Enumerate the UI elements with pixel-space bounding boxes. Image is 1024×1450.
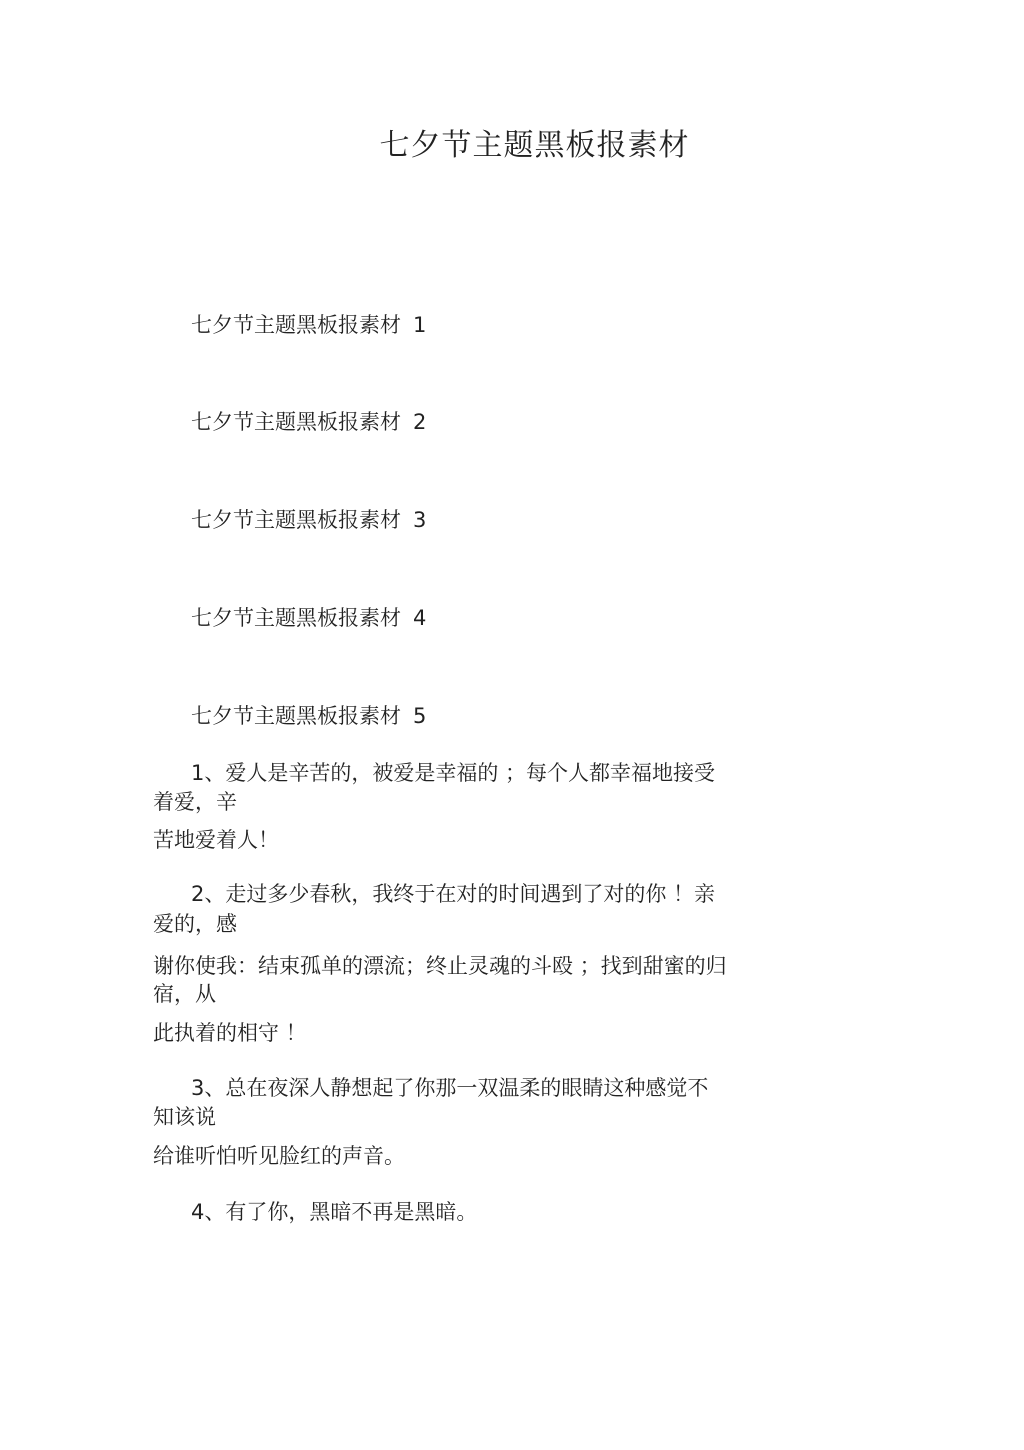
body-line: 3、总在夜深人静想起了你那一双温柔的眼睛这种感觉不 <box>191 1076 709 1100</box>
toc-item <box>191 506 426 534</box>
toc-item-text: 七夕节主题黑板报素材 <box>191 606 401 630</box>
toc-item <box>191 604 426 632</box>
body-line: 谢你使我：结束孤单的漂流；终止灵魂的斗殴 ；找到甜蜜的归 <box>153 954 727 978</box>
toc-item <box>191 311 426 339</box>
document-title: 七夕节主题黑板报素材 <box>379 128 690 163</box>
body-line: 1、爱人是辛苦的，被爱是幸福的 ；每个人都幸福地接受 <box>191 761 716 785</box>
toc-item-number: 5 <box>413 704 427 728</box>
toc-item-number: 3 <box>413 508 427 532</box>
body-line: 着爱，辛 <box>153 790 237 814</box>
toc-item <box>191 408 426 436</box>
body-line: 给谁听怕听见脸红的声音。 <box>153 1144 405 1168</box>
toc-item-number: 4 <box>413 606 427 630</box>
toc-item-text: 七夕节主题黑板报素材 <box>191 704 401 728</box>
body-line: 此执着的相守 ！ <box>153 1021 307 1045</box>
body-line: 4、有了你，黑暗不再是黑暗。 <box>191 1200 478 1224</box>
toc-item-number: 1 <box>413 313 427 337</box>
body-line: 知该说 <box>153 1105 216 1129</box>
toc-item <box>191 702 426 730</box>
toc-item-text: 七夕节主题黑板报素材 <box>191 313 401 337</box>
body-line: 苦地爱着人！ <box>153 828 279 852</box>
toc-item-text: 七夕节主题黑板报素材 <box>191 410 401 434</box>
body-line: 宿，从 <box>153 982 216 1006</box>
body-line: 2、走过多少春秋，我终于在对的时间遇到了对的你 ！亲 <box>191 882 716 906</box>
body-line: 爱的，感 <box>153 912 237 936</box>
toc-item-number: 2 <box>413 410 427 434</box>
toc-item-text: 七夕节主题黑板报素材 <box>191 508 401 532</box>
